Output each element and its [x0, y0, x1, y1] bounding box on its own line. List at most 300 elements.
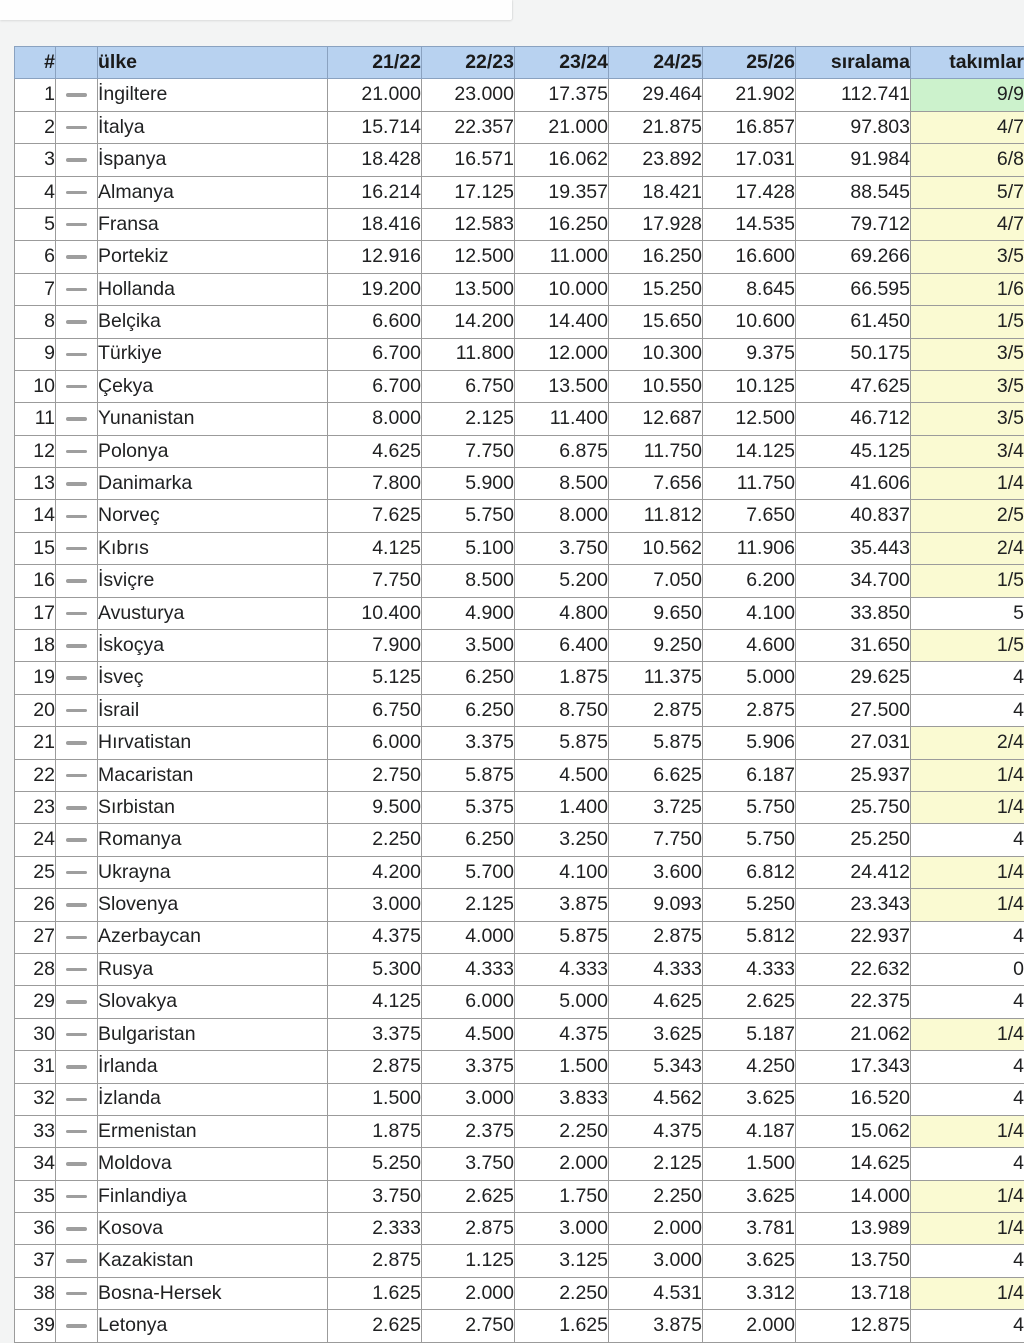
table-row	[15, 241, 1024, 273]
teams-count-cell: 2/5	[911, 500, 1024, 532]
season-points-cell: 10.125	[703, 370, 796, 402]
season-points-cell: 4.100	[515, 856, 609, 888]
season-points-cell: 9.650	[609, 597, 703, 629]
rank-change-cell	[56, 435, 98, 467]
table-row	[15, 759, 1024, 791]
season-points-cell: 3.500	[422, 630, 515, 662]
season-points-cell: 17.375	[515, 79, 609, 111]
table-row	[15, 1310, 1024, 1342]
table-row	[15, 824, 1024, 856]
table-row	[15, 889, 1024, 921]
no-change-dash-icon	[66, 1065, 87, 1069]
country-name-cell: İspanya	[98, 144, 328, 176]
teams-count-cell: 4	[911, 662, 1024, 694]
total-points-cell: 34.700	[796, 565, 911, 597]
season-points-cell: 12.916	[328, 241, 422, 273]
season-points-cell: 6.700	[328, 370, 422, 402]
season-points-cell: 11.750	[703, 468, 796, 500]
season-points-cell: 5.375	[422, 791, 515, 823]
total-points-cell: 27.500	[796, 694, 911, 726]
season-points-cell: 3.375	[422, 727, 515, 759]
rank-cell: 22	[15, 759, 56, 791]
season-points-cell: 3.000	[609, 1245, 703, 1277]
rank-cell: 9	[15, 338, 56, 370]
rank-change-cell	[56, 500, 98, 532]
no-change-dash-icon	[66, 158, 87, 162]
season-points-cell: 8.645	[703, 273, 796, 305]
season-points-cell: 4.000	[422, 921, 515, 953]
total-points-cell: 61.450	[796, 306, 911, 338]
country-name-cell: Polonya	[98, 435, 328, 467]
teams-count-cell: 4	[911, 1083, 1024, 1115]
teams-count-cell: 4/7	[911, 208, 1024, 240]
season-points-cell: 4.100	[703, 597, 796, 629]
season-points-cell: 4.375	[515, 1018, 609, 1050]
rank-change-cell	[56, 176, 98, 208]
season-points-cell: 1.750	[515, 1180, 609, 1212]
rank-cell: 10	[15, 370, 56, 402]
total-points-cell: 17.343	[796, 1051, 911, 1083]
season-points-cell: 2.250	[515, 1277, 609, 1309]
total-points-cell: 69.266	[796, 241, 911, 273]
no-change-dash-icon	[66, 288, 87, 292]
season-points-cell: 5.125	[328, 662, 422, 694]
season-points-cell: 4.531	[609, 1277, 703, 1309]
table-row	[15, 500, 1024, 532]
season-points-cell: 2.125	[422, 889, 515, 921]
no-change-dash-icon	[66, 385, 87, 389]
no-change-dash-icon	[66, 612, 87, 616]
season-points-cell: 6.200	[703, 565, 796, 597]
no-change-dash-icon	[66, 1227, 87, 1231]
no-change-dash-icon	[66, 450, 87, 454]
no-change-dash-icon	[66, 515, 87, 519]
teams-count-cell: 1/4	[911, 759, 1024, 791]
rank-cell: 39	[15, 1310, 56, 1342]
rank-change-cell	[56, 1213, 98, 1245]
no-change-dash-icon	[66, 1324, 87, 1328]
country-name-cell: İskoçya	[98, 630, 328, 662]
total-points-cell: 33.850	[796, 597, 911, 629]
season-points-cell: 5.343	[609, 1051, 703, 1083]
country-name-cell: İsrail	[98, 694, 328, 726]
rank-change-cell	[56, 338, 98, 370]
total-points-cell: 50.175	[796, 338, 911, 370]
season-points-cell: 7.900	[328, 630, 422, 662]
no-change-dash-icon	[66, 417, 87, 421]
season-points-cell: 11.750	[609, 435, 703, 467]
country-name-cell: İtalya	[98, 111, 328, 143]
season-points-cell: 10.600	[703, 306, 796, 338]
season-points-cell: 3.000	[422, 1083, 515, 1115]
rank-cell: 4	[15, 176, 56, 208]
rank-change-cell	[56, 1310, 98, 1342]
rank-change-cell	[56, 532, 98, 564]
teams-count-cell: 4	[911, 824, 1024, 856]
rank-change-cell	[56, 273, 98, 305]
rank-change-cell	[56, 468, 98, 500]
season-points-cell: 8.000	[515, 500, 609, 532]
country-name-cell: Macaristan	[98, 759, 328, 791]
no-change-dash-icon	[66, 1162, 87, 1166]
season-points-cell: 15.714	[328, 111, 422, 143]
season-points-cell: 3.750	[328, 1180, 422, 1212]
season-points-cell: 5.906	[703, 727, 796, 759]
teams-count-cell: 3/5	[911, 403, 1024, 435]
season-points-cell: 3.375	[422, 1051, 515, 1083]
no-change-dash-icon	[66, 1033, 87, 1037]
no-change-dash-icon	[66, 806, 87, 810]
total-points-cell: 22.632	[796, 953, 911, 985]
total-points-cell: 97.803	[796, 111, 911, 143]
country-name-cell: Kıbrıs	[98, 532, 328, 564]
rank-change-cell	[56, 1051, 98, 1083]
season-points-cell: 5.000	[703, 662, 796, 694]
season-points-cell: 6.600	[328, 306, 422, 338]
table-row	[15, 111, 1024, 143]
total-points-cell: 88.545	[796, 176, 911, 208]
no-change-dash-icon	[66, 1000, 87, 1004]
table-row	[15, 953, 1024, 985]
no-change-dash-icon	[66, 126, 87, 130]
teams-count-cell: 3/5	[911, 338, 1024, 370]
season-points-cell: 3.625	[703, 1083, 796, 1115]
country-name-cell: İzlanda	[98, 1083, 328, 1115]
season-points-cell: 16.214	[328, 176, 422, 208]
rank-change-cell	[56, 694, 98, 726]
country-name-cell: Ermenistan	[98, 1115, 328, 1147]
season-points-cell: 4.375	[609, 1115, 703, 1147]
table-row	[15, 1018, 1024, 1050]
season-points-cell: 22.357	[422, 111, 515, 143]
country-name-cell: İngiltere	[98, 79, 328, 111]
ranking-table-body	[15, 79, 1024, 1342]
season-points-cell: 2.875	[609, 921, 703, 953]
season-points-cell: 10.400	[328, 597, 422, 629]
season-points-cell: 4.200	[328, 856, 422, 888]
no-change-dash-icon	[66, 936, 87, 940]
teams-count-cell: 1/5	[911, 306, 1024, 338]
season-points-cell: 1.400	[515, 791, 609, 823]
season-points-cell: 9.250	[609, 630, 703, 662]
rank-change-cell	[56, 889, 98, 921]
season-points-cell: 9.375	[703, 338, 796, 370]
season-points-cell: 3.312	[703, 1277, 796, 1309]
season-points-cell: 6.250	[422, 662, 515, 694]
season-points-cell: 4.125	[328, 986, 422, 1018]
season-points-cell: 5.250	[703, 889, 796, 921]
header-rank: #	[15, 47, 56, 79]
season-points-cell: 6.000	[422, 986, 515, 1018]
teams-count-cell: 4	[911, 1310, 1024, 1342]
rank-change-cell	[56, 662, 98, 694]
season-points-cell: 5.250	[328, 1148, 422, 1180]
teams-count-cell: 4	[911, 921, 1024, 953]
rank-change-cell	[56, 403, 98, 435]
season-points-cell: 17.031	[703, 144, 796, 176]
teams-count-cell: 4/7	[911, 111, 1024, 143]
season-points-cell: 7.750	[422, 435, 515, 467]
total-points-cell: 79.712	[796, 208, 911, 240]
season-points-cell: 16.250	[609, 241, 703, 273]
season-points-cell: 6.250	[422, 824, 515, 856]
season-points-cell: 23.892	[609, 144, 703, 176]
country-name-cell: Kazakistan	[98, 1245, 328, 1277]
season-points-cell: 2.875	[328, 1245, 422, 1277]
season-points-cell: 9.093	[609, 889, 703, 921]
season-points-cell: 1.625	[515, 1310, 609, 1342]
table-row	[15, 468, 1024, 500]
teams-count-cell: 1/5	[911, 565, 1024, 597]
no-change-dash-icon	[66, 191, 87, 195]
rank-change-cell	[56, 1115, 98, 1147]
season-points-cell: 17.125	[422, 176, 515, 208]
country-name-cell: İsviçre	[98, 565, 328, 597]
rank-change-cell	[56, 370, 98, 402]
season-points-cell: 21.902	[703, 79, 796, 111]
season-points-cell: 2.750	[422, 1310, 515, 1342]
rank-cell: 23	[15, 791, 56, 823]
total-points-cell: 21.062	[796, 1018, 911, 1050]
season-points-cell: 2.000	[703, 1310, 796, 1342]
season-points-cell: 11.800	[422, 338, 515, 370]
season-points-cell: 1.500	[703, 1148, 796, 1180]
season-points-cell: 3.000	[515, 1213, 609, 1245]
total-points-cell: 25.250	[796, 824, 911, 856]
season-points-cell: 12.500	[422, 241, 515, 273]
rank-cell: 29	[15, 986, 56, 1018]
season-points-cell: 1.125	[422, 1245, 515, 1277]
header-teams: takımlar	[911, 47, 1024, 79]
total-points-cell: 24.412	[796, 856, 911, 888]
rank-cell: 33	[15, 1115, 56, 1147]
rank-change-cell	[56, 306, 98, 338]
season-points-cell: 5.750	[703, 824, 796, 856]
teams-count-cell: 3/4	[911, 435, 1024, 467]
season-points-cell: 5.812	[703, 921, 796, 953]
no-change-dash-icon	[66, 774, 87, 778]
rank-change-cell	[56, 921, 98, 953]
total-points-cell: 29.625	[796, 662, 911, 694]
season-points-cell: 4.250	[703, 1051, 796, 1083]
season-points-cell: 5.875	[515, 921, 609, 953]
teams-count-cell: 4	[911, 694, 1024, 726]
season-points-cell: 21.000	[515, 111, 609, 143]
country-name-cell: Belçika	[98, 306, 328, 338]
country-name-cell: İsveç	[98, 662, 328, 694]
season-points-cell: 2.333	[328, 1213, 422, 1245]
season-points-cell: 3.625	[703, 1180, 796, 1212]
total-points-cell: 16.520	[796, 1083, 911, 1115]
table-row	[15, 1213, 1024, 1245]
season-points-cell: 2.375	[422, 1115, 515, 1147]
rank-cell: 38	[15, 1277, 56, 1309]
season-points-cell: 10.550	[609, 370, 703, 402]
rank-change-cell	[56, 824, 98, 856]
table-row	[15, 1083, 1024, 1115]
rank-cell: 21	[15, 727, 56, 759]
no-change-dash-icon	[66, 1098, 87, 1102]
rank-change-cell	[56, 986, 98, 1018]
season-points-cell: 5.750	[422, 500, 515, 532]
rank-cell: 1	[15, 79, 56, 111]
season-points-cell: 4.500	[422, 1018, 515, 1050]
total-points-cell: 45.125	[796, 435, 911, 467]
season-points-cell: 4.500	[515, 759, 609, 791]
teams-count-cell: 9/9	[911, 79, 1024, 111]
total-points-cell: 25.937	[796, 759, 911, 791]
season-points-cell: 16.250	[515, 208, 609, 240]
table-row	[15, 630, 1024, 662]
season-points-cell: 6.250	[422, 694, 515, 726]
country-name-cell: İrlanda	[98, 1051, 328, 1083]
season-points-cell: 9.500	[328, 791, 422, 823]
season-points-cell: 6.187	[703, 759, 796, 791]
rank-cell: 20	[15, 694, 56, 726]
rank-change-cell	[56, 953, 98, 985]
rank-cell: 8	[15, 306, 56, 338]
season-points-cell: 2.625	[422, 1180, 515, 1212]
rank-cell: 36	[15, 1213, 56, 1245]
season-points-cell: 5.875	[422, 759, 515, 791]
season-points-cell: 5.700	[422, 856, 515, 888]
season-points-cell: 17.928	[609, 208, 703, 240]
season-points-cell: 19.200	[328, 273, 422, 305]
season-points-cell: 8.000	[328, 403, 422, 435]
rank-change-cell	[56, 144, 98, 176]
season-points-cell: 18.428	[328, 144, 422, 176]
rank-change-cell	[56, 1083, 98, 1115]
season-points-cell: 1.500	[515, 1051, 609, 1083]
season-points-cell: 2.125	[422, 403, 515, 435]
season-points-cell: 5.300	[328, 953, 422, 985]
season-points-cell: 12.000	[515, 338, 609, 370]
no-change-dash-icon	[66, 1292, 87, 1296]
season-points-cell: 10.300	[609, 338, 703, 370]
season-points-cell: 29.464	[609, 79, 703, 111]
season-points-cell: 5.875	[515, 727, 609, 759]
season-points-cell: 11.375	[609, 662, 703, 694]
teams-count-cell: 1/4	[911, 1213, 1024, 1245]
season-points-cell: 6.750	[328, 694, 422, 726]
season-points-cell: 15.650	[609, 306, 703, 338]
table-row	[15, 532, 1024, 564]
country-name-cell: Rusya	[98, 953, 328, 985]
season-points-cell: 11.906	[703, 532, 796, 564]
season-points-cell: 4.800	[515, 597, 609, 629]
header-season-2223: 22/23	[422, 47, 515, 79]
rank-cell: 28	[15, 953, 56, 985]
country-name-cell: Ukrayna	[98, 856, 328, 888]
table-row	[15, 144, 1024, 176]
table-row	[15, 565, 1024, 597]
season-points-cell: 4.333	[515, 953, 609, 985]
total-points-cell: 15.062	[796, 1115, 911, 1147]
season-points-cell: 4.900	[422, 597, 515, 629]
no-change-dash-icon	[66, 579, 87, 583]
rank-cell: 24	[15, 824, 56, 856]
no-change-dash-icon	[66, 676, 87, 680]
country-name-cell: Hollanda	[98, 273, 328, 305]
teams-count-cell: 1/4	[911, 889, 1024, 921]
no-change-dash-icon	[66, 353, 87, 357]
season-points-cell: 1.875	[515, 662, 609, 694]
teams-count-cell: 3/5	[911, 370, 1024, 402]
season-points-cell: 4.333	[422, 953, 515, 985]
rank-cell: 18	[15, 630, 56, 662]
rank-change-cell	[56, 208, 98, 240]
season-points-cell: 7.800	[328, 468, 422, 500]
season-points-cell: 3.875	[515, 889, 609, 921]
total-points-cell: 31.650	[796, 630, 911, 662]
season-points-cell: 8.750	[515, 694, 609, 726]
season-points-cell: 4.600	[703, 630, 796, 662]
total-points-cell: 13.718	[796, 1277, 911, 1309]
table-row	[15, 79, 1024, 111]
table-row	[15, 435, 1024, 467]
total-points-cell: 22.375	[796, 986, 911, 1018]
season-points-cell: 6.750	[422, 370, 515, 402]
table-row	[15, 306, 1024, 338]
header-season-2526: 25/26	[703, 47, 796, 79]
rank-cell: 37	[15, 1245, 56, 1277]
rank-cell: 5	[15, 208, 56, 240]
season-points-cell: 21.875	[609, 111, 703, 143]
season-points-cell: 5.200	[515, 565, 609, 597]
total-points-cell: 13.989	[796, 1213, 911, 1245]
table-header-row	[15, 47, 1024, 79]
season-points-cell: 13.500	[422, 273, 515, 305]
total-points-cell: 27.031	[796, 727, 911, 759]
season-points-cell: 5.000	[515, 986, 609, 1018]
season-points-cell: 16.571	[422, 144, 515, 176]
table-row	[15, 1148, 1024, 1180]
country-name-cell: Bosna-Hersek	[98, 1277, 328, 1309]
rank-cell: 12	[15, 435, 56, 467]
rank-cell: 34	[15, 1148, 56, 1180]
table-row	[15, 856, 1024, 888]
season-points-cell: 14.400	[515, 306, 609, 338]
season-points-cell: 18.421	[609, 176, 703, 208]
header-total: sıralama	[796, 47, 911, 79]
rank-cell: 25	[15, 856, 56, 888]
country-name-cell: Slovakya	[98, 986, 328, 1018]
header-season-2324: 23/24	[515, 47, 609, 79]
no-change-dash-icon	[66, 93, 87, 97]
table-row	[15, 791, 1024, 823]
teams-count-cell: 1/4	[911, 791, 1024, 823]
rank-change-cell	[56, 856, 98, 888]
rank-cell: 13	[15, 468, 56, 500]
season-points-cell: 2.125	[609, 1148, 703, 1180]
season-points-cell: 5.100	[422, 532, 515, 564]
total-points-cell: 22.937	[796, 921, 911, 953]
header-season-2425: 24/25	[609, 47, 703, 79]
rank-cell: 2	[15, 111, 56, 143]
teams-count-cell: 1/4	[911, 1115, 1024, 1147]
rank-change-cell	[56, 79, 98, 111]
total-points-cell: 47.625	[796, 370, 911, 402]
country-name-cell: Bulgaristan	[98, 1018, 328, 1050]
country-name-cell: Finlandiya	[98, 1180, 328, 1212]
country-name-cell: Fransa	[98, 208, 328, 240]
season-points-cell: 2.000	[515, 1148, 609, 1180]
country-name-cell: Kosova	[98, 1213, 328, 1245]
rank-cell: 30	[15, 1018, 56, 1050]
season-points-cell: 11.000	[515, 241, 609, 273]
season-points-cell: 10.000	[515, 273, 609, 305]
rank-change-cell	[56, 791, 98, 823]
